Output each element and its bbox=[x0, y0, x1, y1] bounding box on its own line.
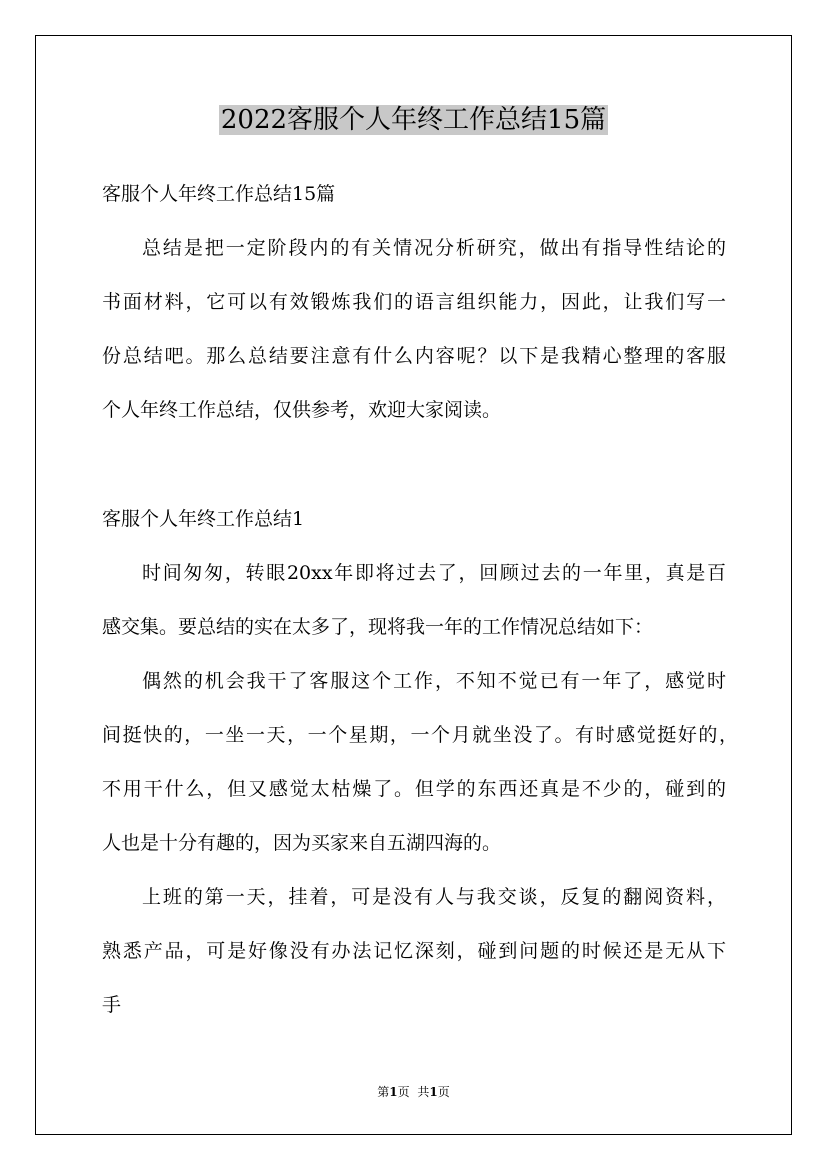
footer-total-prefix: 共 bbox=[417, 1085, 430, 1099]
para3-line-1: 上班的第一天，挂着，可是没有人与我交谈，反复的翻阅资料， bbox=[142, 886, 726, 908]
footer-total-suffix: 页 bbox=[437, 1085, 450, 1099]
para2-line-3: 不用干什么，但又感觉太枯燥了。但学的东西还真是不少的，碰到的 bbox=[102, 778, 726, 800]
footer-total-number: 1 bbox=[429, 1085, 438, 1099]
intro-line-1: 总结是把一定阶段内的有关情况分析研究，做出有指导性结论的 bbox=[142, 237, 726, 259]
footer-page-number: 1 bbox=[389, 1085, 398, 1099]
para2-line-2: 间挺快的，一坐一天，一个星期，一个月就坐没了。有时感觉挺好的， bbox=[102, 724, 738, 746]
para2-line-4: 人也是十分有趣的，因为买家来自五湖四海的。 bbox=[102, 832, 502, 854]
para2-line-1: 偶然的机会我干了客服这个工作，不知不觉已有一年了，感觉时 bbox=[142, 670, 726, 692]
para1-line-1: 时间匆匆，转眼20xx年即将过去了，回顾过去的一年里，真是百 bbox=[142, 562, 726, 584]
intro-line-2: 书面材料，它可以有效锻炼我们的语言组织能力，因此，让我们写一 bbox=[102, 291, 726, 313]
intro-line-4: 个人年终工作总结，仅供参考，欢迎大家阅读。 bbox=[102, 399, 502, 421]
footer-page-prefix: 第 bbox=[377, 1085, 390, 1099]
para3-line-2: 熟悉产品，可是好像没有办法记忆深刻，碰到问题的时候还是无从下 bbox=[102, 940, 726, 962]
document-title-wrap bbox=[0, 98, 827, 142]
intro-line-3: 份总结吧。那么总结要注意有什么内容呢？以下是我精心整理的客服 bbox=[102, 345, 726, 367]
section-heading: 客服个人年终工作总结1 bbox=[102, 508, 305, 530]
document-title: 2022客服个人年终工作总结15篇 bbox=[220, 105, 607, 135]
footer-page-suffix: 页 bbox=[397, 1085, 410, 1099]
para1-line-2: 感交集。要总结的实在太多了，现将我一年的工作情况总结如下： bbox=[102, 616, 654, 638]
para3-line-3: 手 bbox=[102, 994, 122, 1016]
document-subtitle: 客服个人年终工作总结15篇 bbox=[102, 183, 336, 205]
page-footer bbox=[0, 1083, 827, 1100]
